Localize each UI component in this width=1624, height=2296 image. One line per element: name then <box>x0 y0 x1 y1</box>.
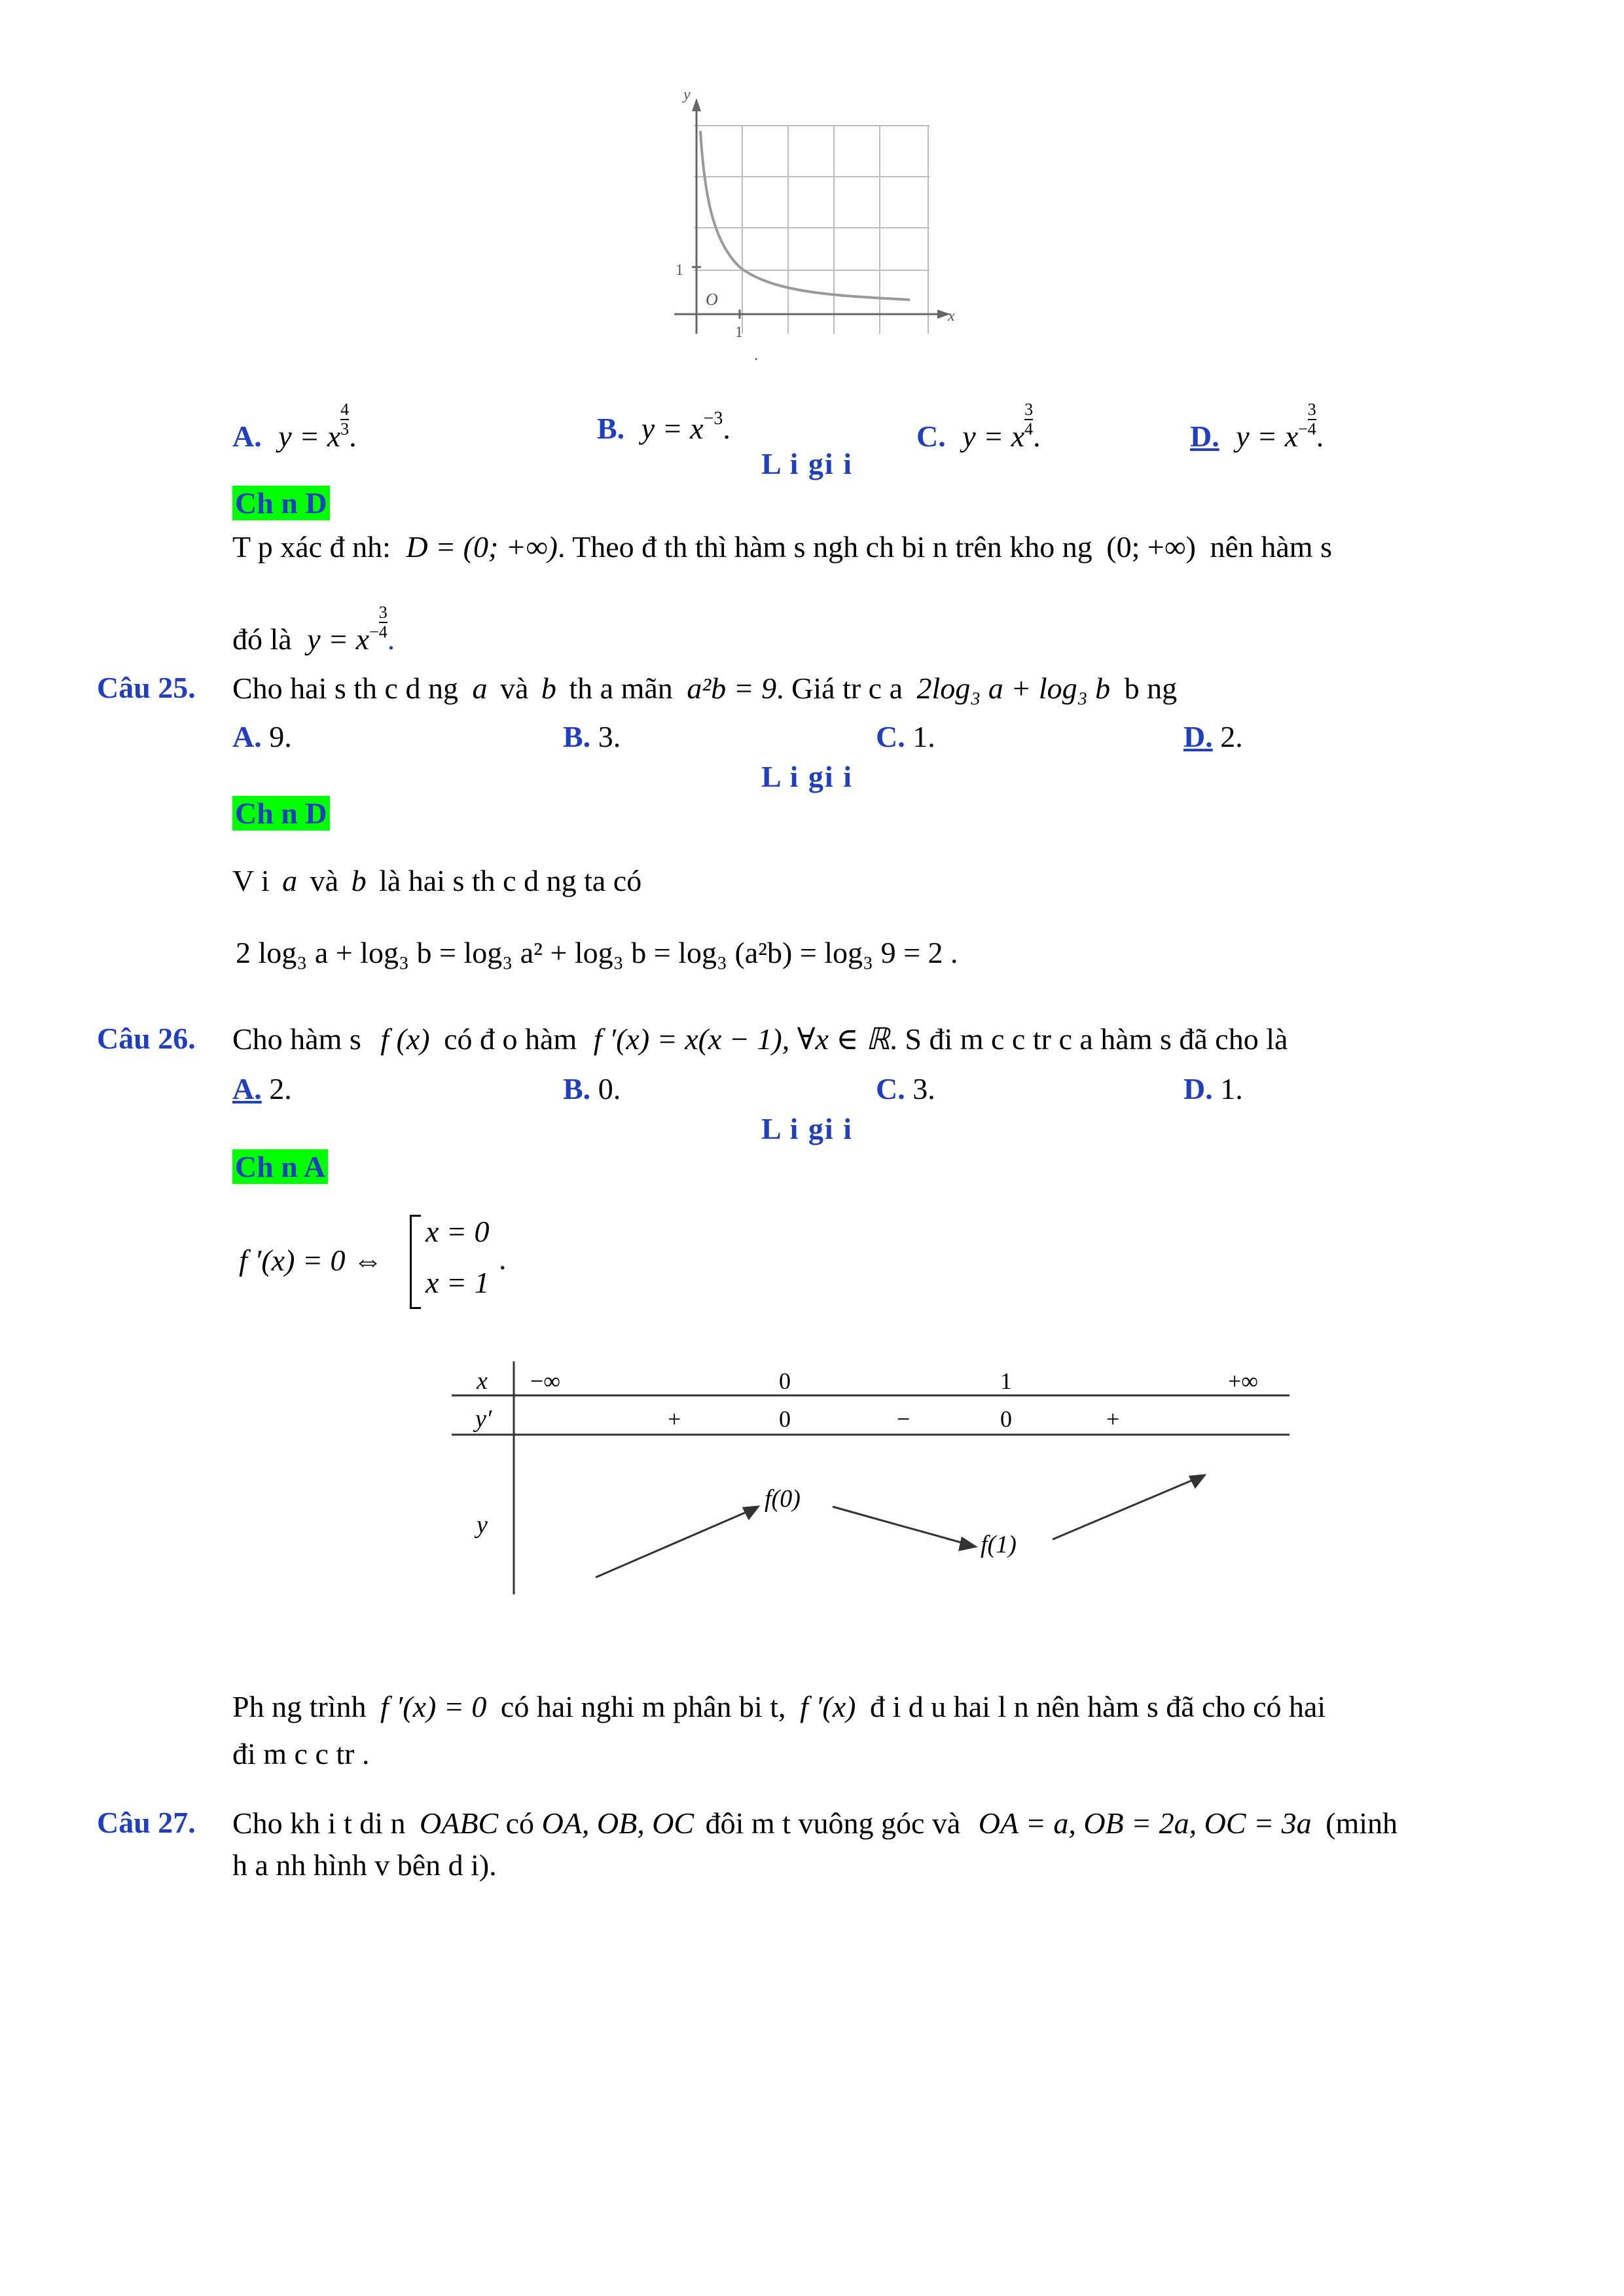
q26-equation-tail: . <box>499 1242 507 1276</box>
graph-y-label: y <box>683 86 691 103</box>
q24-chosen-answer: Ch n D <box>232 486 330 520</box>
q25-solution-title: L i gi i <box>761 760 853 793</box>
q25-option-b: B. 3. <box>563 720 621 753</box>
q25-solution-line2: 2 log₃ a + log₃ b = log₃ a² + log₃ b = log₃ (a²b) = log₃ 9 = 2 . <box>236 936 958 969</box>
q26-number: Câu 26. <box>97 1022 196 1055</box>
q26-conclusion-line2: đi m c c tr . <box>232 1737 370 1770</box>
table-y-val-0: f(0) <box>765 1485 801 1513</box>
q24-option-d: D. y = x− $\frac{3}{4}$ . <box>1190 400 1324 453</box>
q26-option-b: B. 0. <box>563 1072 621 1105</box>
q25-number: Câu 25. <box>97 671 196 704</box>
q26-chosen-answer: Ch n A <box>232 1149 328 1184</box>
q26-stem: Cho hàm s f (x) có đ o hàm f ′(x) = x(x − 1), ∀x ∈ ℝ. S đi m c c tr c a hàm s đã cho là <box>232 1022 1288 1056</box>
q25-chosen-answer: Ch n D <box>232 796 330 831</box>
q25-stem: Cho hai s th c d ng a và b th a mãn a²b = 9. Giá tr c a 2log₃ a + log₃ b b ng <box>232 672 1178 705</box>
q24-option-b: B. $y = x^{-3}$. <box>597 408 731 445</box>
table-yp-val-3: 0 <box>1000 1406 1012 1432</box>
variation-table <box>452 1361 1296 1597</box>
arrow-up-1 <box>596 1509 753 1577</box>
table-x-val-0: −∞ <box>530 1368 560 1394</box>
table-yp-val-2: − <box>897 1406 911 1432</box>
graph-x-label: x <box>948 308 955 325</box>
power-function-graph <box>648 85 962 360</box>
table-x-val-1: 0 <box>779 1368 791 1394</box>
q26-case-bracket <box>410 1215 421 1309</box>
q26-option-a: A. 2. <box>232 1072 292 1105</box>
q26-conclusion-line1: Ph ng trình f ′(x) = 0 có hai nghi m phân bi t, f ′(x) đ i d u hai l n nên hàm s đã cho có hai <box>232 1690 1326 1723</box>
q24-solution-title: L i gi i <box>761 447 853 480</box>
graph-caption-dot: . <box>754 345 759 360</box>
arrow-up-2 <box>1053 1478 1198 1539</box>
q25-option-c: C. 1. <box>876 720 935 753</box>
q25-option-d: D. 2. <box>1183 720 1243 753</box>
table-y-label: y <box>477 1511 488 1539</box>
table-yp-val-0: + <box>668 1406 681 1432</box>
q27-stem-line1: Cho kh i t di n OABC có OA, OB, OC đôi m t vuông góc và OA = a, OB = 2a, OC = 3a (minh <box>232 1806 1398 1840</box>
table-yp-label: y′ <box>475 1405 492 1433</box>
q26-equation-left: f ′(x) = 0 ⇔ <box>239 1244 383 1277</box>
q27-stem-line2: h a nh hình v bên d i). <box>232 1848 497 1882</box>
table-yp-val-4: + <box>1106 1406 1120 1432</box>
table-y-val-1: f(1) <box>981 1531 1017 1558</box>
q26-case-2: x = 1 <box>425 1266 490 1299</box>
arrow-down <box>833 1507 969 1545</box>
q24-solution-line1: T p xác đ nh: D = (0; +∞). Theo đ th thì hàm s ngh ch bi n trên kho ng (0; +∞) nên hàm s <box>232 530 1332 564</box>
q26-option-c: C. 3. <box>876 1072 935 1105</box>
q26-case-1: x = 0 <box>425 1215 490 1248</box>
graph-tick-x: 1 <box>735 324 743 341</box>
graph-origin: O <box>706 290 718 309</box>
graph-tick-y: 1 <box>676 262 683 279</box>
table-x-val-2: 1 <box>1000 1368 1012 1394</box>
q25-option-a: A. 9. <box>232 720 292 753</box>
table-x-label: x <box>477 1367 488 1395</box>
q27-number: Câu 27. <box>97 1806 196 1839</box>
q24-solution-line2: đó là y = x− $\frac{3}{4}$ . <box>232 603 395 656</box>
table-yp-val-1: 0 <box>779 1406 791 1432</box>
q26-option-d: D. 1. <box>1183 1072 1243 1105</box>
q26-solution-title: L i gi i <box>761 1112 853 1145</box>
table-x-val-3: +∞ <box>1228 1368 1258 1394</box>
q25-solution-line1: V i a và b là hai s th c d ng ta có <box>232 864 642 897</box>
q24-option-c: C. y = x $\frac{3}{4}$ . <box>916 400 1041 453</box>
q24-option-a: A. y = x $\frac{4}{3}$ . <box>232 400 357 453</box>
curve <box>700 131 910 300</box>
